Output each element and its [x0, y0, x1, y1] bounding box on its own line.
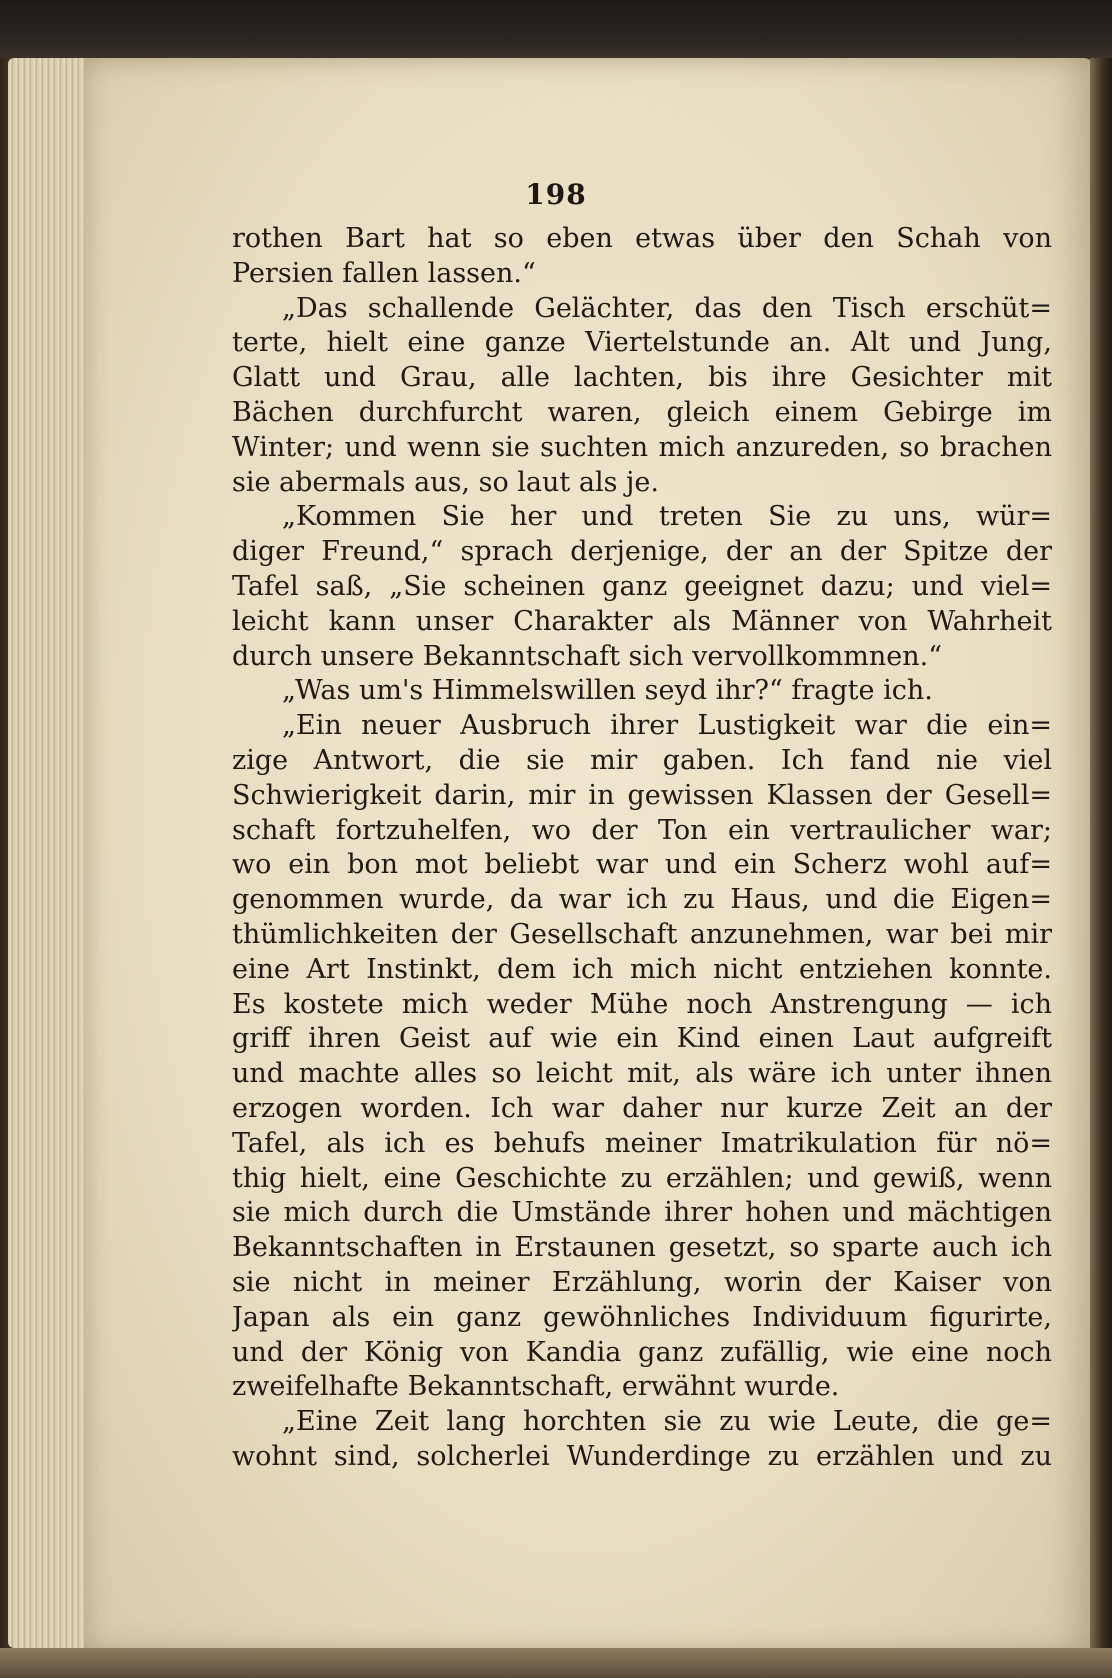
text-line: wohnt sind, solcherlei Wunderdinge zu erzählen und zu	[232, 1440, 1052, 1472]
text-line: sie nicht in meiner Erzählung, worin der Kaiser von	[232, 1266, 1052, 1298]
book-bottom-edge	[0, 1648, 1112, 1678]
text-line: Tafel saß, „Sie scheinen ganz geeignet dazu; und viel=	[232, 570, 1052, 602]
text-line: Persien fallen lassen.“	[232, 257, 536, 289]
text-line: „Ein neuer Ausbruch ihrer Lustigkeit war die ein=	[282, 710, 1052, 742]
text-line: Japan als ein ganz gewöhnliches Individuum figurirte,	[232, 1301, 1052, 1333]
text-line: griff ihren Geist auf wie ein Kind einen Laut aufgreift	[232, 1023, 1052, 1055]
text-line: schaft fortzuhelfen, wo der Ton ein vertraulicher war;	[232, 814, 1052, 846]
text-line: Tafel, als ich es behufs meiner Imatrikulation für nö=	[232, 1127, 1052, 1159]
text-line: thümlichkeiten der Gesellschaft anzunehmen, war bei mir	[232, 918, 1052, 950]
text-line: „Kommen Sie her und treten Sie zu uns, wür=	[282, 501, 1052, 533]
text-line: und der König von Kandia ganz zufällig, wie eine noch	[232, 1336, 1052, 1368]
book-top-edge	[0, 0, 1112, 58]
text-line: wo ein bon mot beliebt war und ein Scherz wohl auf=	[232, 849, 1052, 881]
text-line: Es kostete mich weder Mühe noch Anstrengung — ich	[232, 988, 1052, 1020]
page-stack-edge	[8, 58, 96, 1648]
text-line: erzogen worden. Ich war daher nur kurze Zeit an der	[232, 1092, 1052, 1124]
text-line: zweifelhafte Bekanntschaft, erwähnt wurde.	[232, 1371, 840, 1403]
text-line: leicht kann unser Charakter als Männer von Wahrheit	[232, 605, 1052, 637]
text-line: thig hielt, eine Geschichte zu erzählen; und gewiß, wenn	[232, 1162, 1052, 1194]
text-line: sie abermals aus, so laut als je.	[232, 466, 659, 498]
text-line: sie mich durch die Umstände ihrer hohen und mächtigen	[232, 1197, 1052, 1229]
text-line: „Das schallende Gelächter, das den Tisch erschüt=	[282, 292, 1052, 324]
page-number: 198	[525, 178, 587, 211]
text-line: Winter; und wenn sie suchten mich anzureden, so brachen	[232, 431, 1052, 463]
text-line: „Was um's Himmelswillen seyd ihr?“ fragte ich.	[282, 675, 933, 707]
text-line: Bächen durchfurcht waren, gleich einem Gebirge im	[232, 396, 1052, 428]
text-line: „Eine Zeit lang horchten sie zu wie Leute, die ge=	[282, 1406, 1052, 1438]
text-line: Bekanntschaften in Erstaunen gesetzt, so sparte auch ich	[232, 1232, 1052, 1264]
text-line: Glatt und Grau, alle lachten, bis ihre Gesichter mit	[232, 362, 1052, 394]
text-line: terte, hielt eine ganze Viertelstunde an. Alt und Jung,	[232, 327, 1052, 359]
text-line: durch unsere Bekanntschaft sich vervollkommnen.“	[232, 640, 943, 672]
text-line: Schwierigkeit darin, mir in gewissen Klassen der Gesell=	[232, 779, 1052, 811]
text-line: rothen Bart hat so eben etwas über den Schah von	[232, 223, 1052, 254]
text-line: zige Antwort, die sie mir gaben. Ich fand nie viel	[232, 744, 1052, 776]
book-spine-edge	[1090, 58, 1112, 1678]
text-line: und machte alles so leicht mit, als wäre ich unter ihnen	[232, 1058, 1052, 1090]
text-line: diger Freund,“ sprach derjenige, der an der Spitze der	[232, 536, 1052, 568]
text-line: genommen wurde, da war ich zu Haus, und die Eigen=	[232, 884, 1052, 916]
body-text	[232, 222, 1052, 1475]
text-line: eine Art Instinkt, dem ich mich nicht entziehen konnte.	[232, 953, 1052, 985]
